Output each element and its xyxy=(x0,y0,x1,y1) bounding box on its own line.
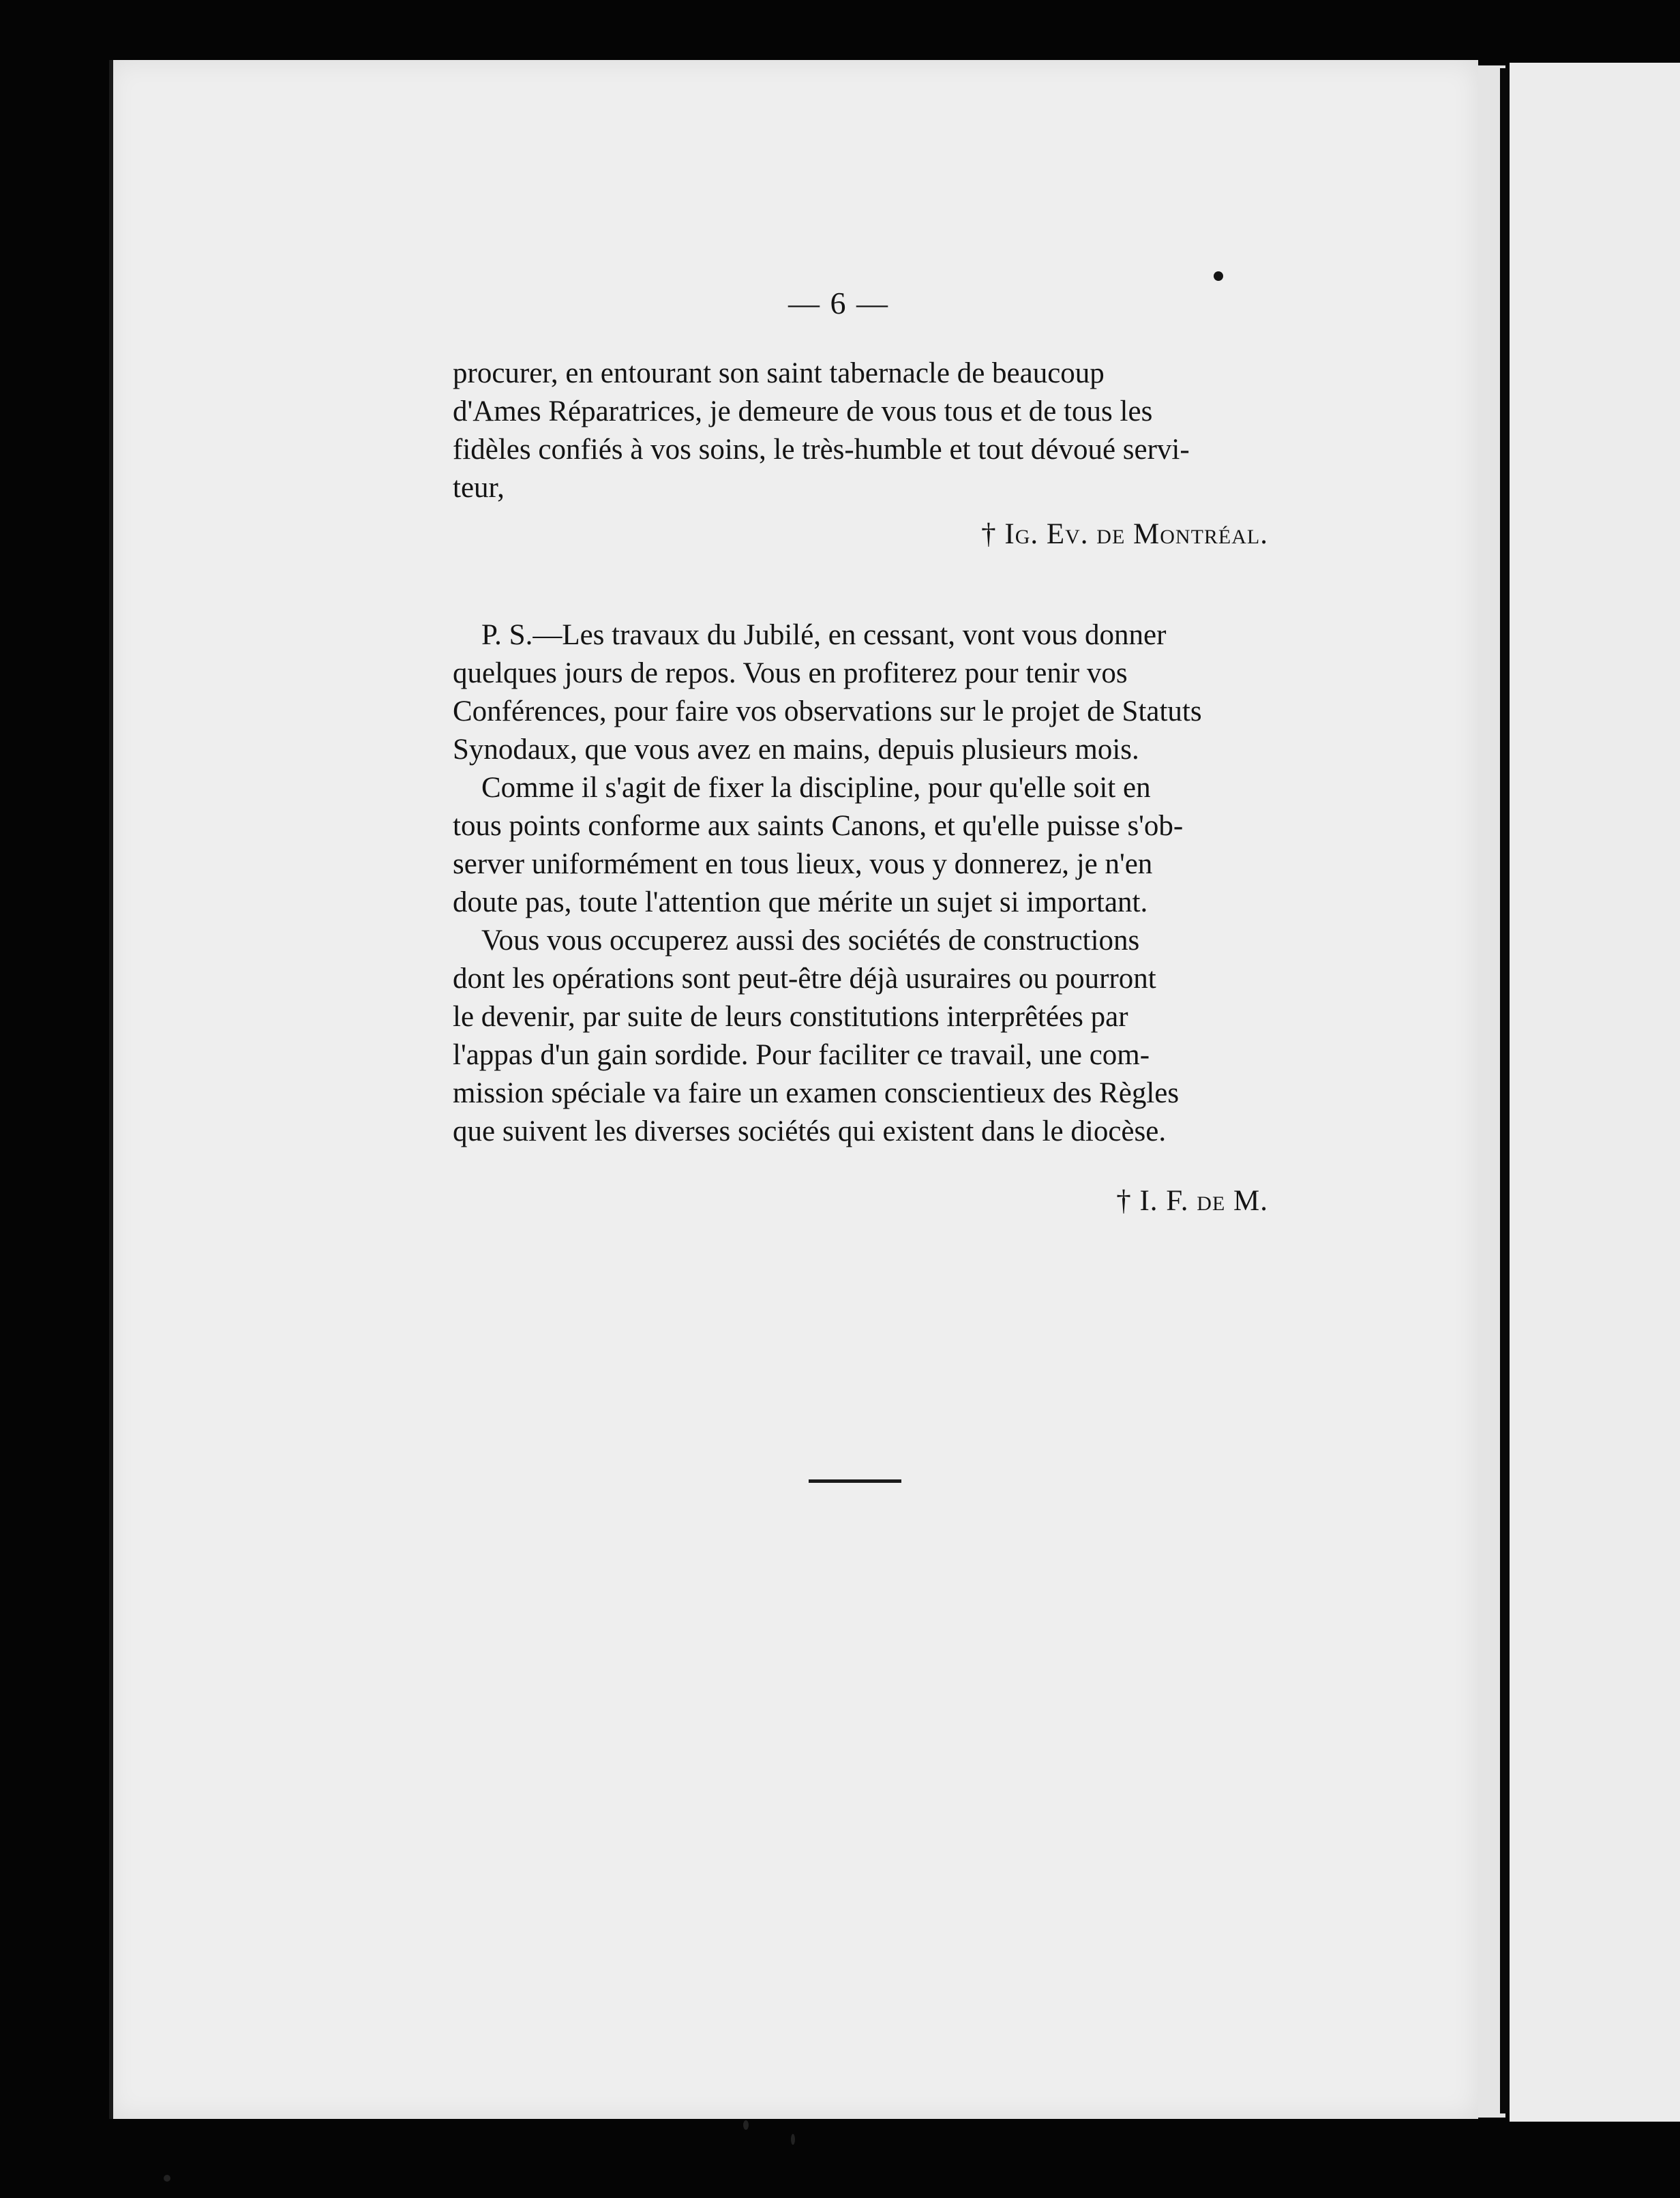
text-line: Conférences, pour faire vos observations sur le projet de Statuts xyxy=(453,695,1202,727)
text-line: dont les opérations sont peut-être déjà usuraires ou pourront xyxy=(453,963,1156,995)
letter-closing xyxy=(453,355,1268,507)
section-divider xyxy=(809,1479,901,1483)
postscript xyxy=(453,616,1268,1151)
text-line: fidèles confiés à vos soins, le très-humble et tout dévoué servi- xyxy=(453,434,1190,466)
scan-speck xyxy=(743,2120,749,2130)
text-line: l'appas d'un gain sordide. Pour faciliter ce travail, une com- xyxy=(453,1039,1150,1071)
scan-speck xyxy=(791,2134,795,2145)
signature-bishop: † Ig. Ev. de Montréal. xyxy=(981,518,1268,550)
text-line: teur, xyxy=(453,472,505,504)
text-line: tous points conforme aux saints Canons, et qu'elle puisse s'ob- xyxy=(453,810,1184,842)
page-number: — 6 — xyxy=(788,286,889,320)
text-line: Vous vous occuperez aussi des sociétés de constructions xyxy=(481,924,1140,957)
text-line: quelques jours de repos. Vous en profiterez pour tenir vos xyxy=(453,657,1128,689)
text-line: d'Ames Réparatrices, je demeure de vous tous et de tous les xyxy=(453,395,1153,427)
text-line: le devenir, par suite de leurs constitutions interprêtées par xyxy=(453,1001,1128,1033)
text-line: que suivent les diverses sociétés qui existent dans le diocèse. xyxy=(453,1115,1167,1147)
signature-initials: † I. F. de M. xyxy=(1116,1185,1268,1217)
text-line: Comme il s'agit de fixer la discipline, pour qu'elle soit en xyxy=(481,772,1151,804)
page-left-edge xyxy=(109,60,113,2119)
scan-speck xyxy=(164,2175,170,2182)
text-line: Synodaux, que vous avez en mains, depuis plusieurs mois. xyxy=(453,734,1139,766)
text-line: doute pas, toute l'attention que mérite un sujet si important. xyxy=(453,886,1148,918)
text-line: P. S.—Les travaux du Jubilé, en cessant, vont vous donner xyxy=(481,619,1167,651)
text-line: server uniformément en tous lieux, vous y donnerez, je n'en xyxy=(453,848,1153,880)
text-line: procurer, en entourant son saint tabernacle de beaucoup xyxy=(453,357,1105,389)
text-line: mission spéciale va faire un examen conscientieux des Règles xyxy=(453,1077,1180,1109)
ink-dot xyxy=(1214,271,1223,281)
facing-page xyxy=(1510,63,1680,2122)
binding-edge xyxy=(1500,68,1510,2113)
